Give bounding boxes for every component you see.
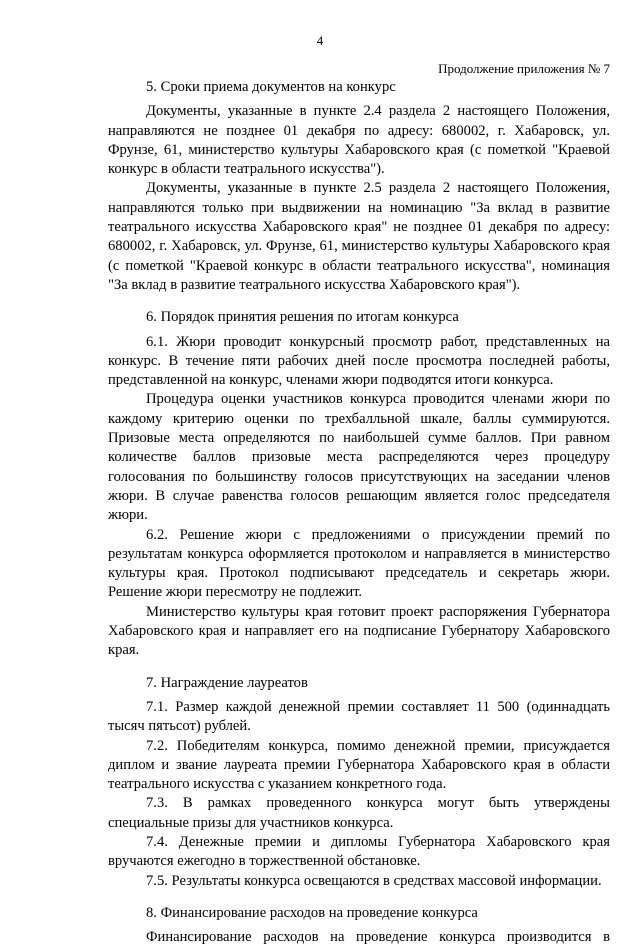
section-6-heading: 6. Порядок принятия решения по итогам конкурса	[146, 309, 459, 326]
section-6-paragraph: 6.1. Жюри проводит конкурсный просмотр работ, представленных на конкурс. В течение пяти рабочих дней после просмотра последней работы, представленной на конкурс, членами жюри подводятся итоги конкурса.	[108, 333, 610, 389]
section-6-paragraph: Процедура оценки участников конкурса проводится членами жюри по каждому критерию оценки по трехбалльной шкале, баллы суммируются. Призовые места определяются по наибольшей сумме баллов. При равном количестве баллов призовые места распределяются через процедуру голосования по большинству голосов присутствующих на заседании членов жюри. В случае равенства голосов решающим является голос председателя жюри.	[108, 391, 610, 524]
section-7-paragraph: 7.1. Размер каждой денежной премии составляет 11 500 (одиннадцать тысяч пятьсот) рублей.	[108, 698, 610, 735]
section-7-paragraph: 7.5. Результаты конкурса освещаются в средствах массовой информации.	[146, 872, 602, 889]
section-5-heading: 5. Сроки приема документов на конкурс	[146, 79, 396, 95]
page-number: 4	[316, 33, 324, 48]
section-7-paragraph: 7.2. Победителям конкурса, помимо денежной премии, присуждается диплом и звание лауреата премии Губернатора Хабаровского края в области театрального искусства с указанием конкретного года.	[108, 737, 610, 793]
section-7-heading: 7. Награждение лауреатов	[146, 674, 308, 691]
section-5-paragraph: Документы, указанные в пункте 2.4 раздела 2 настоящего Положения, направляются не позднее 01 декабря по адресу: 680002, г. Хабаровск, ул. Фрунзе, 61, министерство культуры Хабаровского края (с пометкой "Краевой конкурс в области театрального искусства").	[108, 103, 610, 178]
section-6-paragraph: Министерство культуры края готовит проект распоряжения Губернатора Хабаровского края и направляет его на подписание Губернатору Хабаровского края.	[108, 603, 610, 659]
section-8-heading: 8. Финансирование расходов на проведение конкурса	[146, 904, 478, 921]
section-6-paragraph: 6.2. Решение жюри с предложениями о присуждении премий по результатам конкурса оформляется протоколом и направляется в министерство культуры края. Протокол подписывают председатель и секретарь жюри. Решение жюри пересмотру не подлежит.	[108, 526, 610, 601]
section-7-paragraph: 7.3. В рамках проведенного конкурса могут быть утверждены специальные призы для участников конкурса.	[108, 795, 610, 831]
appendix-label: Продолжение приложения № 7	[438, 61, 610, 76]
section-8-paragraph: Финансирование расходов на проведение конкурса производится в	[146, 929, 610, 946]
document-body	[108, 78, 610, 947]
section-5-paragraph: Документы, указанные в пункте 2.5 раздела 2 настоящего Положения, направляются только при выдвижении на номинацию "За вклад в развитие театрального искусства Хабаровского края" не позднее 01 декабря по адресу: 680002, г. Хабаровск, ул. Фрунзе, 61, министерство культуры Хабаровского края (с пометкой "Краевой конкурс в области театрального искусства", номинация "За вклад в развитие театрального искусства Хабаровского края").	[108, 180, 610, 293]
section-7-paragraph: 7.4. Денежные премии и дипломы Губернатора Хабаровского края вручаются ежегодно в торжественной обстановке.	[108, 833, 610, 870]
